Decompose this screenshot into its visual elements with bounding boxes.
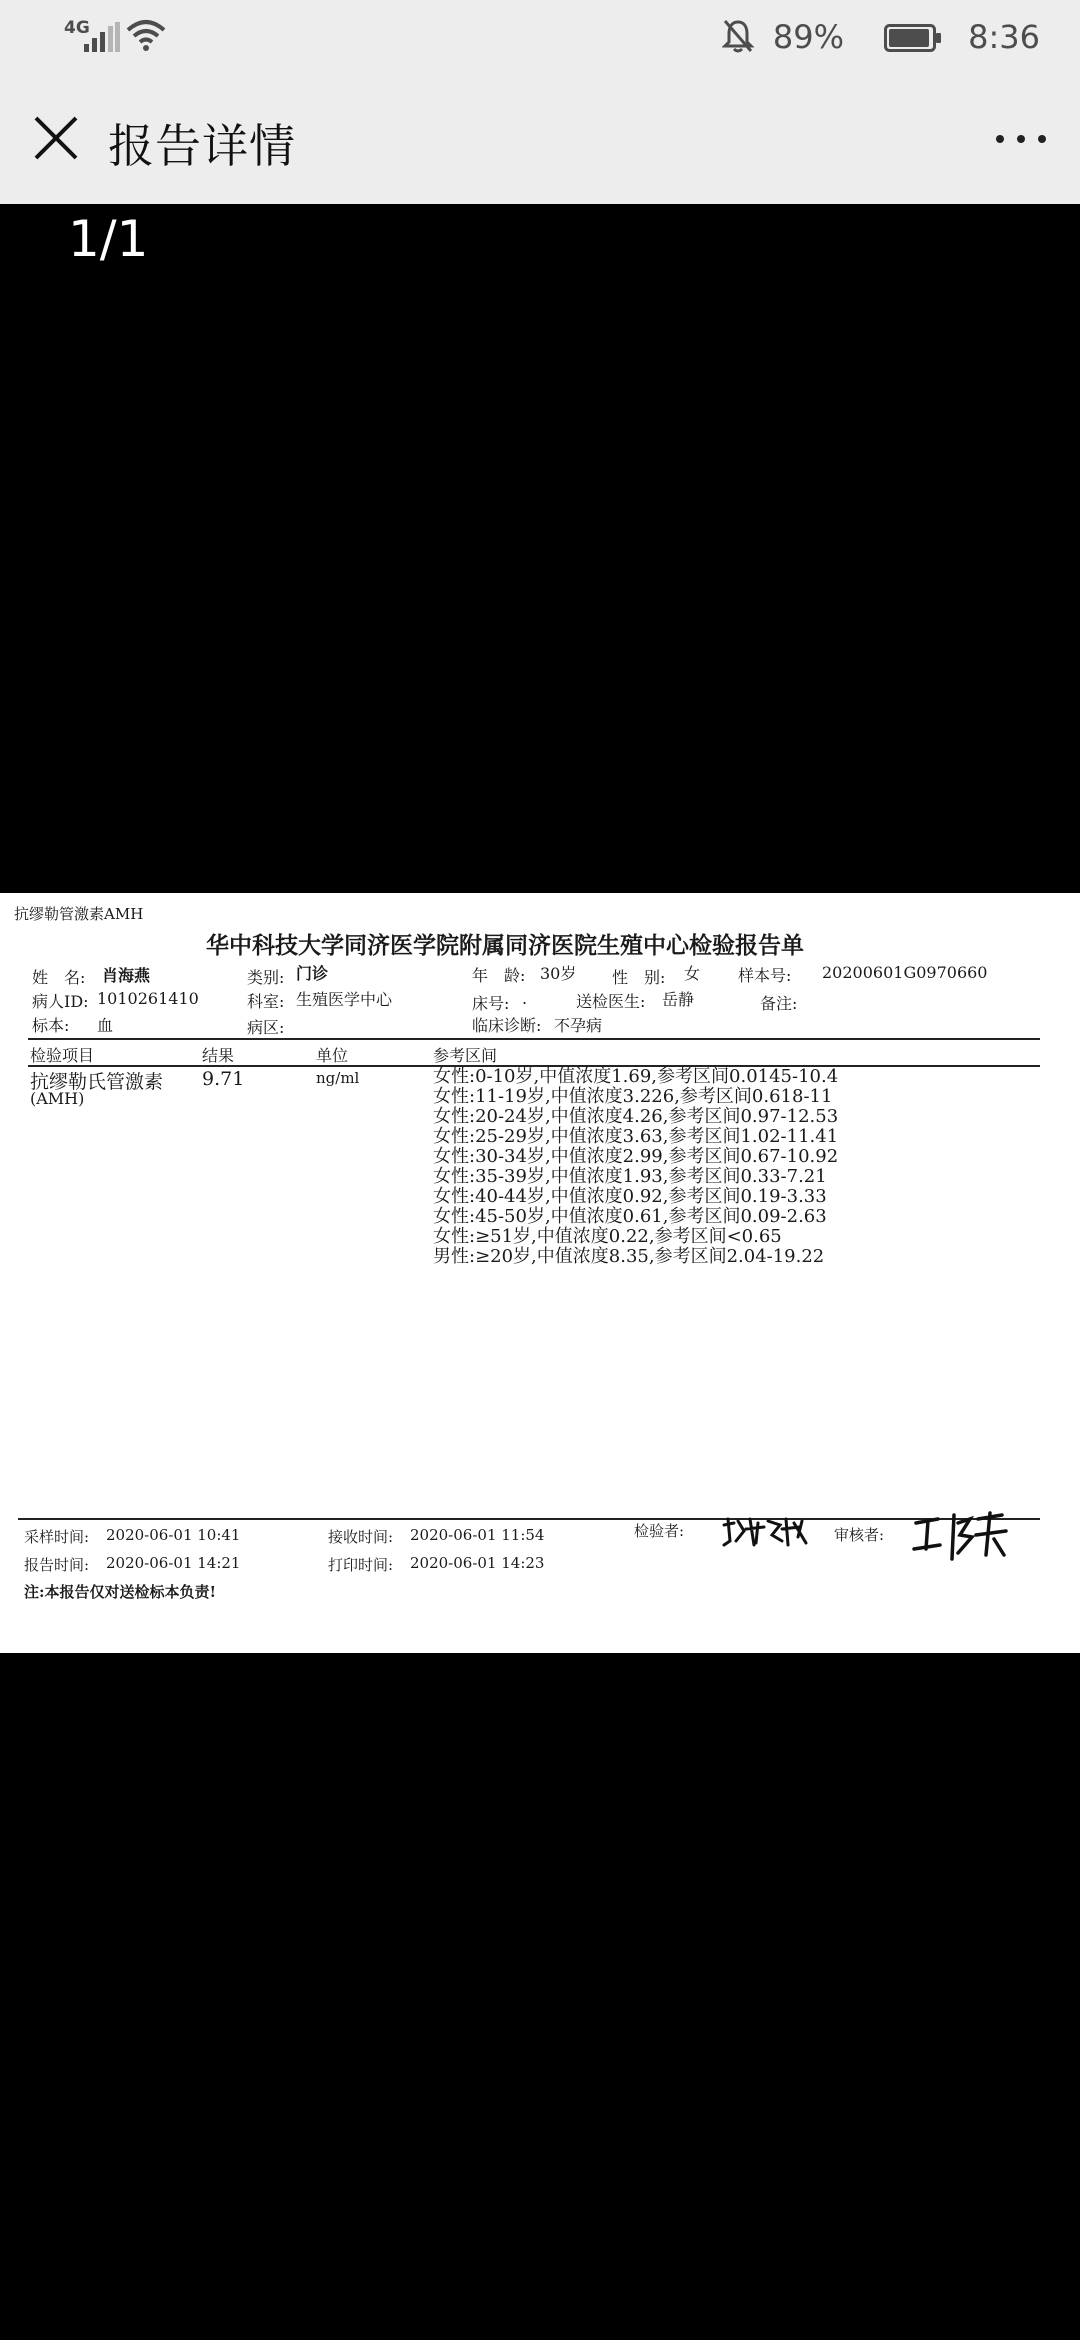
tester-signature xyxy=(720,1515,816,1551)
item-name: 抗缪勒氏管激素 xyxy=(30,1071,164,1093)
sample-label: 样本号: xyxy=(738,966,792,985)
reference-line: 女性:25-29岁,中值浓度3.63,参考区间1.02-11.41 xyxy=(433,1126,839,1147)
name-label: 姓 名: xyxy=(32,968,86,987)
remark-label: 备注: xyxy=(760,994,798,1013)
patient-id-value: 1010261410 xyxy=(97,989,199,1008)
print-time-label: 打印时间: xyxy=(328,1556,394,1574)
report-image[interactable] xyxy=(0,893,1080,1653)
category-value: 门诊 xyxy=(296,964,329,983)
result-value: 9.71 xyxy=(202,1068,245,1090)
report-time-label: 报告时间: xyxy=(24,1556,90,1574)
signal-icon xyxy=(84,22,120,52)
sex-label: 性 别: xyxy=(612,968,666,987)
battery-percent: 89% xyxy=(772,18,844,56)
reference-list xyxy=(433,1067,838,1267)
sample-time: 2020-06-01 10:41 xyxy=(106,1526,241,1544)
reviewer-signature xyxy=(910,1509,1010,1565)
clock: 8:36 xyxy=(968,18,1040,56)
col-unit: 单位 xyxy=(316,1046,349,1065)
rule-footer xyxy=(18,1518,1040,1520)
age-label: 年 龄: xyxy=(472,966,526,985)
tester-label: 检验者: xyxy=(634,1522,685,1540)
reviewer-label: 审核者: xyxy=(834,1526,885,1544)
sample-value: 20200601G0970660 xyxy=(822,963,988,982)
reference-line: 女性:30-34岁,中值浓度2.99,参考区间0.67-10.92 xyxy=(433,1146,839,1167)
dept-value: 生殖医学中心 xyxy=(296,990,393,1009)
battery-icon xyxy=(884,24,942,52)
col-reference: 参考区间 xyxy=(433,1046,498,1065)
specimen-label: 标本: xyxy=(32,1016,70,1035)
report-time: 2020-06-01 14:21 xyxy=(106,1554,241,1572)
close-icon xyxy=(26,108,86,168)
status-bar xyxy=(0,0,1080,72)
reference-line: 女性:45-50岁,中值浓度0.61,参考区间0.09-2.63 xyxy=(433,1206,827,1227)
report-note: 注:本报告仅对送检标本负责! xyxy=(24,1583,217,1601)
close-button[interactable] xyxy=(26,108,86,168)
col-item: 检验项目 xyxy=(30,1046,95,1065)
reference-line: 女性:40-44岁,中值浓度0.92,参考区间0.19-3.33 xyxy=(433,1186,827,1207)
rule-top xyxy=(28,1038,1040,1040)
more-icon-dot xyxy=(1038,135,1046,143)
reference-line: 男性:≥20岁,中值浓度8.35,参考区间2.04-19.22 xyxy=(433,1246,825,1267)
print-time: 2020-06-01 14:23 xyxy=(410,1554,545,1572)
sample-time-label: 采样时间: xyxy=(24,1528,90,1546)
page-indicator: 1/1 xyxy=(68,210,149,268)
bed-value: . xyxy=(522,989,528,1008)
ward-label: 病区: xyxy=(247,1018,285,1037)
diagnosis-value: 不孕病 xyxy=(554,1016,603,1035)
patient-id-label: 病人ID: xyxy=(32,992,89,1011)
wifi-icon xyxy=(126,18,166,52)
doctor-label: 送检医生: xyxy=(576,992,646,1011)
unit-value: ng/ml xyxy=(316,1069,360,1087)
reference-line: 女性:11-19岁,中值浓度3.226,参考区间0.618-11 xyxy=(433,1086,833,1107)
doctor-value: 岳静 xyxy=(662,990,695,1009)
sex-value: 女 xyxy=(684,964,701,983)
reference-line: 女性:20-24岁,中值浓度4.26,参考区间0.97-12.53 xyxy=(433,1106,839,1127)
reference-line: 女性:≥51岁,中值浓度0.22,参考区间<0.65 xyxy=(433,1226,782,1247)
name-value: 肖海燕 xyxy=(102,966,151,985)
more-icon xyxy=(996,135,1004,143)
receive-time: 2020-06-01 11:54 xyxy=(410,1526,545,1544)
bell-off-icon xyxy=(722,18,754,54)
dept-label: 科室: xyxy=(247,992,285,1011)
specimen-value: 血 xyxy=(97,1016,114,1035)
diagnosis-label: 临床诊断: xyxy=(472,1016,542,1035)
app-header xyxy=(0,72,1080,204)
reference-line: 女性:0-10岁,中值浓度1.69,参考区间0.0145-10.4 xyxy=(433,1066,839,1087)
col-result: 结果 xyxy=(202,1046,235,1065)
category-label: 类别: xyxy=(247,968,285,987)
page-title: 报告详情 xyxy=(108,119,296,173)
age-value: 30岁 xyxy=(540,964,577,983)
bed-label: 床号: xyxy=(472,994,510,1013)
item-abbr: (AMH) xyxy=(30,1089,85,1108)
receive-time-label: 接收时间: xyxy=(328,1528,394,1546)
more-button[interactable] xyxy=(986,108,1056,168)
network-type: 4G xyxy=(64,18,90,38)
hospital-title: 华中科技大学同济医学院附属同济医院生殖中心检验报告单 xyxy=(206,932,804,959)
reference-line: 女性:35-39岁,中值浓度1.93,参考区间0.33-7.21 xyxy=(433,1166,827,1187)
corner-label: 抗缪勒管激素AMH xyxy=(14,905,144,923)
more-icon-dot xyxy=(1017,135,1025,143)
